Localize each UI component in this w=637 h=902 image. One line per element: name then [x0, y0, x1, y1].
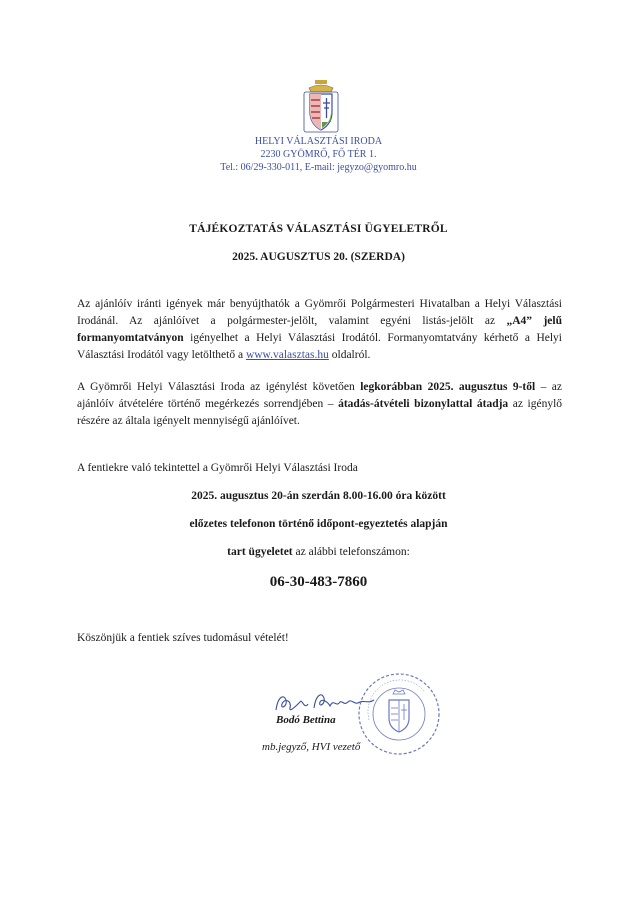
p2-text-b: – az ajánlóív átvételére történő megérkezés sorrendjében –: [77, 381, 562, 410]
duty-text: az alábbi telefonszámon:: [292, 546, 410, 558]
duty-bold: tart ügyeletet: [227, 546, 293, 558]
paragraph-request-info: [77, 296, 562, 364]
p1-text-c: oldalról.: [328, 349, 371, 361]
office-contact: Tel.: 06/29-330-011, E-mail: jegyzo@gyomro.hu: [220, 162, 417, 173]
valasztas-link[interactable]: www.valasztas.hu: [245, 349, 329, 361]
office-name: HELYI VÁLASZTÁSI IRODA: [254, 136, 383, 147]
paragraph-intro: A fentiekre való tekintettel a Gyömrői Helyi Választási Iroda: [77, 462, 358, 474]
p1-bold-form: „A4” jelű formanyomtatványon: [77, 315, 562, 344]
closing-thanks: Köszönjük a fentiek szíves tudomásul vételét!: [77, 632, 289, 644]
document-title: TÁJÉKOZTATÁS VÁLASZTÁSI ÜGYELETRŐL: [189, 223, 448, 235]
duty-date-line: 2025. augusztus 20-án szerdán 8.00-16.00 óra között: [191, 490, 446, 502]
signatory-role: mb.jegyző, HVI vezető: [262, 741, 361, 753]
office-address: 2230 GYÖMRŐ, FŐ TÉR 1.: [260, 149, 377, 160]
duty-phone-intro: [0, 546, 637, 558]
p2-bold-date: legkorábban 2025. augusztus 9-től: [360, 381, 536, 393]
hungarian-coat-of-arms-icon: [301, 78, 341, 134]
appointment-line: előzetes telefonon történő időpont-egyeztetés alapján: [189, 518, 448, 530]
p2-text-a: A Gyömrői Helyi Választási Iroda az igénylést követően: [77, 381, 361, 393]
duty-phone-number: 06-30-483-7860: [269, 574, 368, 590]
official-round-stamp-icon: [355, 670, 443, 758]
p2-bold-handover: átadás-átvételi bizonylattal átadja: [338, 398, 509, 410]
p2-text-c: az igénylő részére az általa igényelt mennyiségű ajánlóívet.: [77, 398, 563, 427]
signatory-name: Bodó Bettina: [276, 714, 336, 726]
paragraph-handover-info: [77, 379, 562, 430]
document-date: 2025. AUGUSZTUS 20. (SZERDA): [232, 251, 405, 263]
p1-text-a: Az ajánlóív iránti igények már benyújthatók a Gyömrői Polgármesteri Hivatalban a Helyi Választási Irodánál. Az ajánlóívet a polgármester-jelölt, valamint egyéni listás-jelölt az: [77, 298, 562, 327]
p1-text-b: igényelhet a Helyi Választási Irodától. Formanyomtatvány kérhető a Helyi Választási Irodától vagy letölthető a: [77, 332, 562, 361]
